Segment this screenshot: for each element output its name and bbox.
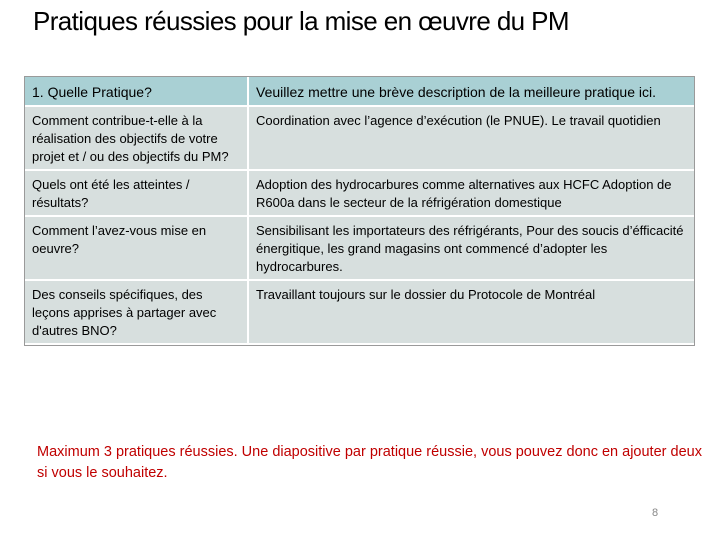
question-cell: Comment l’avez-vous mise en oeuvre? <box>25 216 248 280</box>
answer-cell: Adoption des hydrocarbures comme alternatives aux HCFC Adoption de R600a dans le secteur de la réfrigération domestique <box>248 170 694 216</box>
header-question-cell: 1. Quelle Pratique? <box>25 77 248 106</box>
table-row <box>25 280 694 344</box>
practice-table-frame <box>24 76 695 346</box>
table-row <box>25 170 694 216</box>
question-cell: Comment contribue-t-elle à la réalisation des objectifs de votre projet et / ou des objectifs du PM? <box>25 106 248 170</box>
table-row <box>25 106 694 170</box>
answer-cell: Coordination avec l’agence d’exécution (le PNUE). Le travail quotidien <box>248 106 694 170</box>
question-cell: Quels ont été les atteintes / résultats? <box>25 170 248 216</box>
table-row <box>25 216 694 280</box>
table-header-row <box>25 77 694 106</box>
question-cell: Des conseils spécifiques, des leçons apprises à partager avec d'autres BNO? <box>25 280 248 344</box>
answer-cell: Travaillant toujours sur le dossier du Protocole de Montréal <box>248 280 694 344</box>
instruction-note: Maximum 3 pratiques réussies. Une diapositive par pratique réussie, vous pouvez donc en ajouter deux si vous le souhaitez. <box>37 444 702 481</box>
header-answer-cell: Veuillez mettre une brève description de la meilleure pratique ici. <box>248 77 694 106</box>
page-number: 8 <box>652 507 659 519</box>
slide-title: Pratiques réussies pour la mise en œuvre du PM <box>33 6 569 36</box>
practice-table <box>25 77 694 345</box>
answer-cell: Sensibilisant les importateurs des réfrigérants, Pour des soucis d’éfficacité énergitique, les grand magasins ont commencé d’adopter les hydrocarbures. <box>248 216 694 280</box>
